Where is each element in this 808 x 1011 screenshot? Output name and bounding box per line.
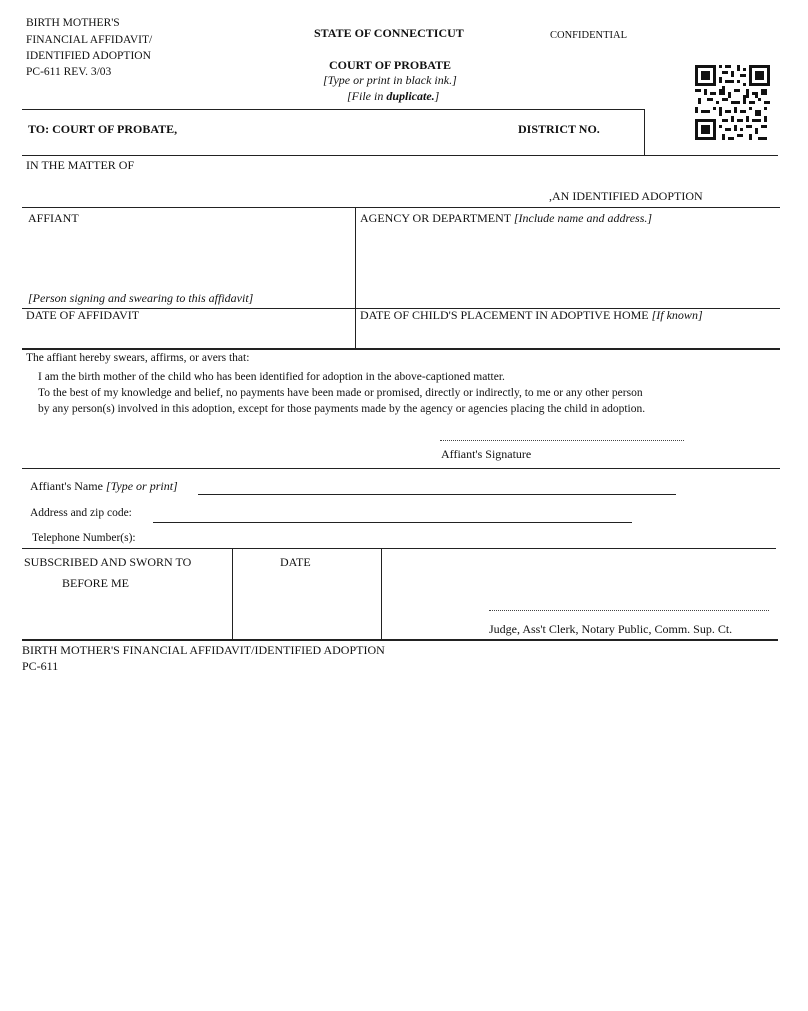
rule-info-top [22, 468, 780, 469]
date-affidavit-input[interactable] [28, 325, 352, 347]
agency-label-text: AGENCY OR DEPARTMENT [360, 211, 511, 225]
file-instruction-bold: duplicate. [386, 89, 435, 103]
rule-sworn-divider-2 [381, 548, 382, 639]
rule-parties-top [22, 207, 780, 208]
oath-line-3: by any person(s) involved in this adoption, except for those payments made by the agency or agencies placing the child in adoption. [38, 403, 646, 415]
form-number: PC-611 REV. 3/03 [26, 66, 112, 78]
oath-line-2: To the best of my knowledge and belief, no payments have been made or promised, directly or indirectly, to me or any other person [38, 387, 643, 399]
signature-line[interactable] [440, 440, 684, 441]
rule-sworn-top [22, 548, 776, 549]
file-instruction [347, 89, 439, 104]
signature-label: Affiant's Signature [441, 447, 532, 461]
oath-intro: The affiant hereby swears, affirms, or avers that: [26, 352, 250, 364]
rule-parties-bottom [22, 348, 780, 350]
affiant-name-label [30, 479, 178, 494]
rule-court-top [22, 109, 644, 110]
rule-court-bottom [22, 155, 778, 156]
matter-label: IN THE MATTER OF [26, 158, 135, 172]
footer-code: PC-611 [22, 659, 59, 673]
file-instruction-post: ] [434, 89, 440, 103]
court-title: COURT OF PROBATE [329, 58, 452, 72]
identified-adoption-label: ,AN IDENTIFIED ADOPTION [549, 189, 703, 203]
official-signature-line[interactable] [489, 610, 769, 611]
qr-code-icon [695, 65, 770, 140]
confidential-label: CONFIDENTIAL [550, 30, 627, 41]
subscribed-label-line-2: BEFORE ME [62, 576, 130, 590]
matter-name-input[interactable] [150, 182, 544, 204]
district-label: DISTRICT NO. [518, 122, 600, 136]
phone-label: Telephone Number(s): [32, 532, 136, 544]
affiant-name-input[interactable] [200, 475, 678, 495]
file-instruction-pre: [File in [347, 89, 387, 103]
agency-label [360, 211, 652, 226]
district-number-input[interactable] [612, 118, 644, 140]
placement-date-input[interactable] [360, 325, 778, 347]
rule-parties-divider [355, 207, 356, 349]
affiant-input[interactable] [28, 228, 352, 290]
official-title-label: Judge, Ass't Clerk, Notary Public, Comm. Sup. Ct. [489, 622, 733, 636]
footer-title: BIRTH MOTHER'S FINANCIAL AFFIDAVIT/IDENTIFIED ADOPTION [22, 643, 385, 657]
state-title: STATE OF CONNECTICUT [314, 26, 464, 40]
address-input[interactable] [155, 503, 634, 523]
ink-instruction: [Type or print in black ink.] [323, 73, 457, 87]
agency-input[interactable] [360, 228, 778, 308]
sworn-date-input[interactable] [240, 580, 378, 602]
court-name-input[interactable] [198, 118, 502, 140]
agency-note: [Include name and address.] [513, 211, 653, 225]
form-title-line-2: FINANCIAL AFFIDAVIT/ [26, 34, 153, 46]
affiant-name-label-text: Affiant's Name [30, 479, 106, 493]
placement-label [360, 308, 703, 323]
subscribed-label-line-1: SUBSCRIBED AND SWORN TO [24, 555, 192, 569]
form-title-line-3: IDENTIFIED ADOPTION [26, 50, 151, 62]
phone-input[interactable] [155, 530, 459, 548]
oath-line-1: I am the birth mother of the child who has been identified for adoption in the above-captioned matter. [38, 371, 505, 383]
placement-note: [If known] [651, 308, 703, 322]
rule-sworn-divider-1 [232, 548, 233, 639]
affiant-name-note: [Type or print] [105, 479, 178, 493]
placement-label-text: DATE OF CHILD'S PLACEMENT IN ADOPTIVE HOME [360, 308, 649, 322]
affiant-note: [Person signing and swearing to this affidavit] [28, 291, 254, 305]
rule-sworn-bottom [22, 639, 778, 641]
affiant-label: AFFIANT [28, 211, 79, 225]
rule-court-right [644, 109, 645, 156]
date-affidavit-label: DATE OF AFFIDAVIT [26, 308, 140, 322]
sworn-date-label: DATE [280, 555, 311, 569]
to-court-label: TO: COURT OF PROBATE, [28, 122, 178, 136]
form-title-line-1: BIRTH MOTHER'S [26, 17, 120, 29]
address-label: Address and zip code: [30, 507, 132, 519]
